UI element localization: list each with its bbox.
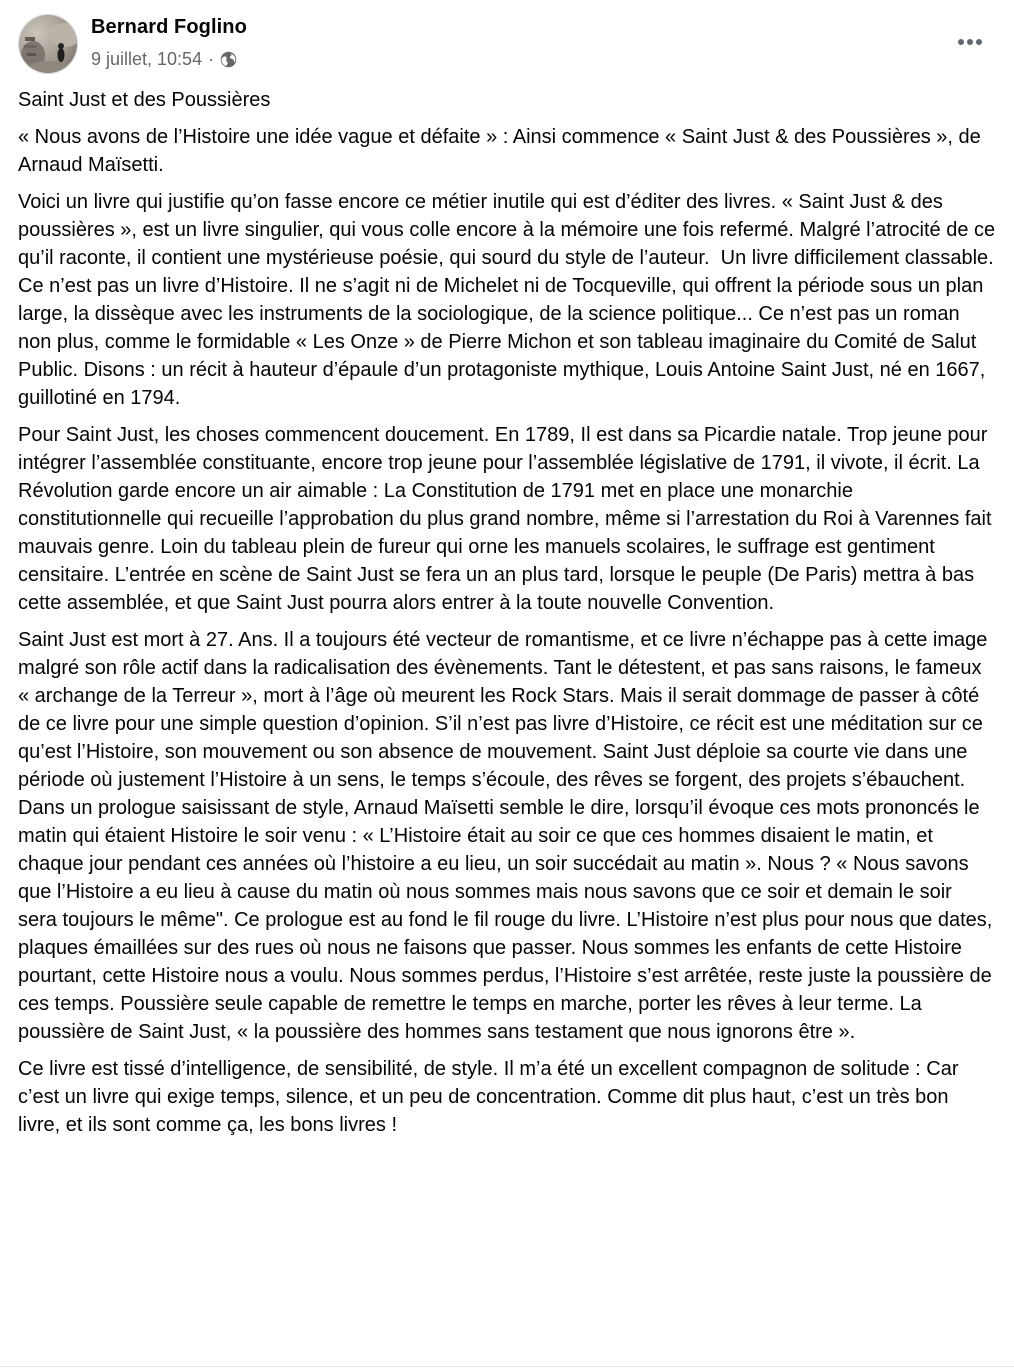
avatar-photo — [19, 15, 78, 74]
post-paragraph: Ce livre est tissé d’intelligence, de sensibilité, de style. Il m’a été un excellent compagnon de solitude : Car c’est un livre qui exige temps, silence, et un peu de concentration. Comme dit plus haut, c’est un très bon livre, et ils sont comme ça, les bons livres ! — [18, 1058, 965, 1136]
globe-icon[interactable] — [220, 51, 237, 68]
post-paragraph: Saint Just est mort à 27. Ans. Il a toujours été vecteur de romantisme, et ce livre n’échappe pas à cette image malgré son rôle actif dans la radicalisation des évènements. Tant le détestent, et pas sans raisons, le fameux « archange de la Terreur », mort à l’âge où meurent les Rock Stars. Mais il serait dommage de passer à côté de ce livre pour une simple question d’opinion. S’il n’est pas livre d’Histoire, ce récit est une méditation sur ce qu’est l’Histoire, son mouvement ou son absence de mouvement. Saint Just déploie sa courte vie dans une période où justement l’Histoire à un sens, le temps s’écoule, des rêves se forgent, des projets s’ébauchent. Dans un prologue saisissant de style, Arnaud Maïsetti semble le dire, lorsqu’il évoque ces mots prononcés le matin qui étaient Histoire le soir venu : « L’Histoire était au soir ce que ces hommes disaient le matin, et chaque jour pendant ces années où l’histoire a eu lieu, un soir succédait au matin ». Nous ? « Nous savons que l’Histoire a eu lieu à cause du matin où nous sommes mais nous savons que ce soir et demain le soir sera toujours le même". Ce prologue est au fond le fil rouge du livre. L’Histoire n’est plus pour nous que dates, plaques émaillées sur des rues où nous ne faisons que passer. Nous sommes les enfants de cette Histoire pourtant, cette Histoire nous a voulu. Nous sommes perdus, l’Histoire s’est arrêtée, reste juste la poussière de ces temps. Poussière seule capable de remettre le temps en marche, porter les rêves à leur terme. La poussière de Saint Just, « la poussière des hommes sans testament que nous ignorons être ». — [18, 629, 998, 1043]
post-content — [18, 86, 1001, 1148]
divider — [0, 1366, 1014, 1367]
more-options-icon — [957, 38, 983, 46]
post-paragraph: Voici un livre qui justifie qu’on fasse encore ce métier inutile qui est d’éditer des livres. « Saint Just & des poussières », est un livre singulier, qui vous colle encore à la mémoire une fois refermé. Malgré l’atrocité de ce qu’il raconte, il contient une mystérieuse poésie, qui sourd du style de l’auteur. Un livre difficilement classable. Ce n’est pas un livre d’Histoire. Il ne s’agit ni de Michelet ni de Tocqueville, qui offrent la période sous un plan large, la dissèque avec les instruments de la sociologique, de la science politique... Ce n’est pas un roman non plus, comme le formidable « Les Onze » de Pierre Michon et son tableau imaginaire du Comité de Salut Public. Disons : un récit à hauteur d’épaule d’un protagoniste mythique, Louis Antoine Saint Just, né en 1667, guillotiné en 1794. — [18, 191, 1001, 409]
avatar[interactable] — [18, 14, 78, 74]
more-options-button[interactable] — [950, 22, 990, 62]
post-paragraph: Saint Just et des Poussières — [18, 89, 271, 111]
post-paragraph: « Nous avons de l’Histoire une idée vague et défaite » : Ainsi commence « Saint Just & des Poussières », de Arnaud Maïsetti. — [18, 126, 986, 176]
post-meta — [91, 47, 237, 71]
post-date[interactable]: 9 juillet, 10:54 — [91, 48, 203, 69]
author-name[interactable]: Bernard Foglino — [91, 16, 247, 38]
post-header — [18, 14, 998, 76]
meta-separator: · — [208, 48, 215, 69]
post-paragraph: Pour Saint Just, les choses commencent doucement. En 1789, Il est dans sa Picardie natale. Trop jeune pour intégrer l’assemblée constituante, encore trop jeune pour l’assemblée législative de 1791, il vivote, il écrit. La Révolution garde encore un air aimable : La Constitution de 1791 met en place une monarchie constitutionnelle qui recueille l’approbation du plus grand nombre, même si l’arrestation du Roi à Varennes fait mauvais genre. Loin du tableau plein de fureur qui orne les manuels scolaires, le suffrage est gentiment censitaire. L’entrée en scène de Saint Just se fera un an plus tard, lorsque le peuple (De Paris) mettra à bas cette assemblée, et que Saint Just pourra alors entrer à la toute nouvelle Convention. — [18, 424, 998, 614]
